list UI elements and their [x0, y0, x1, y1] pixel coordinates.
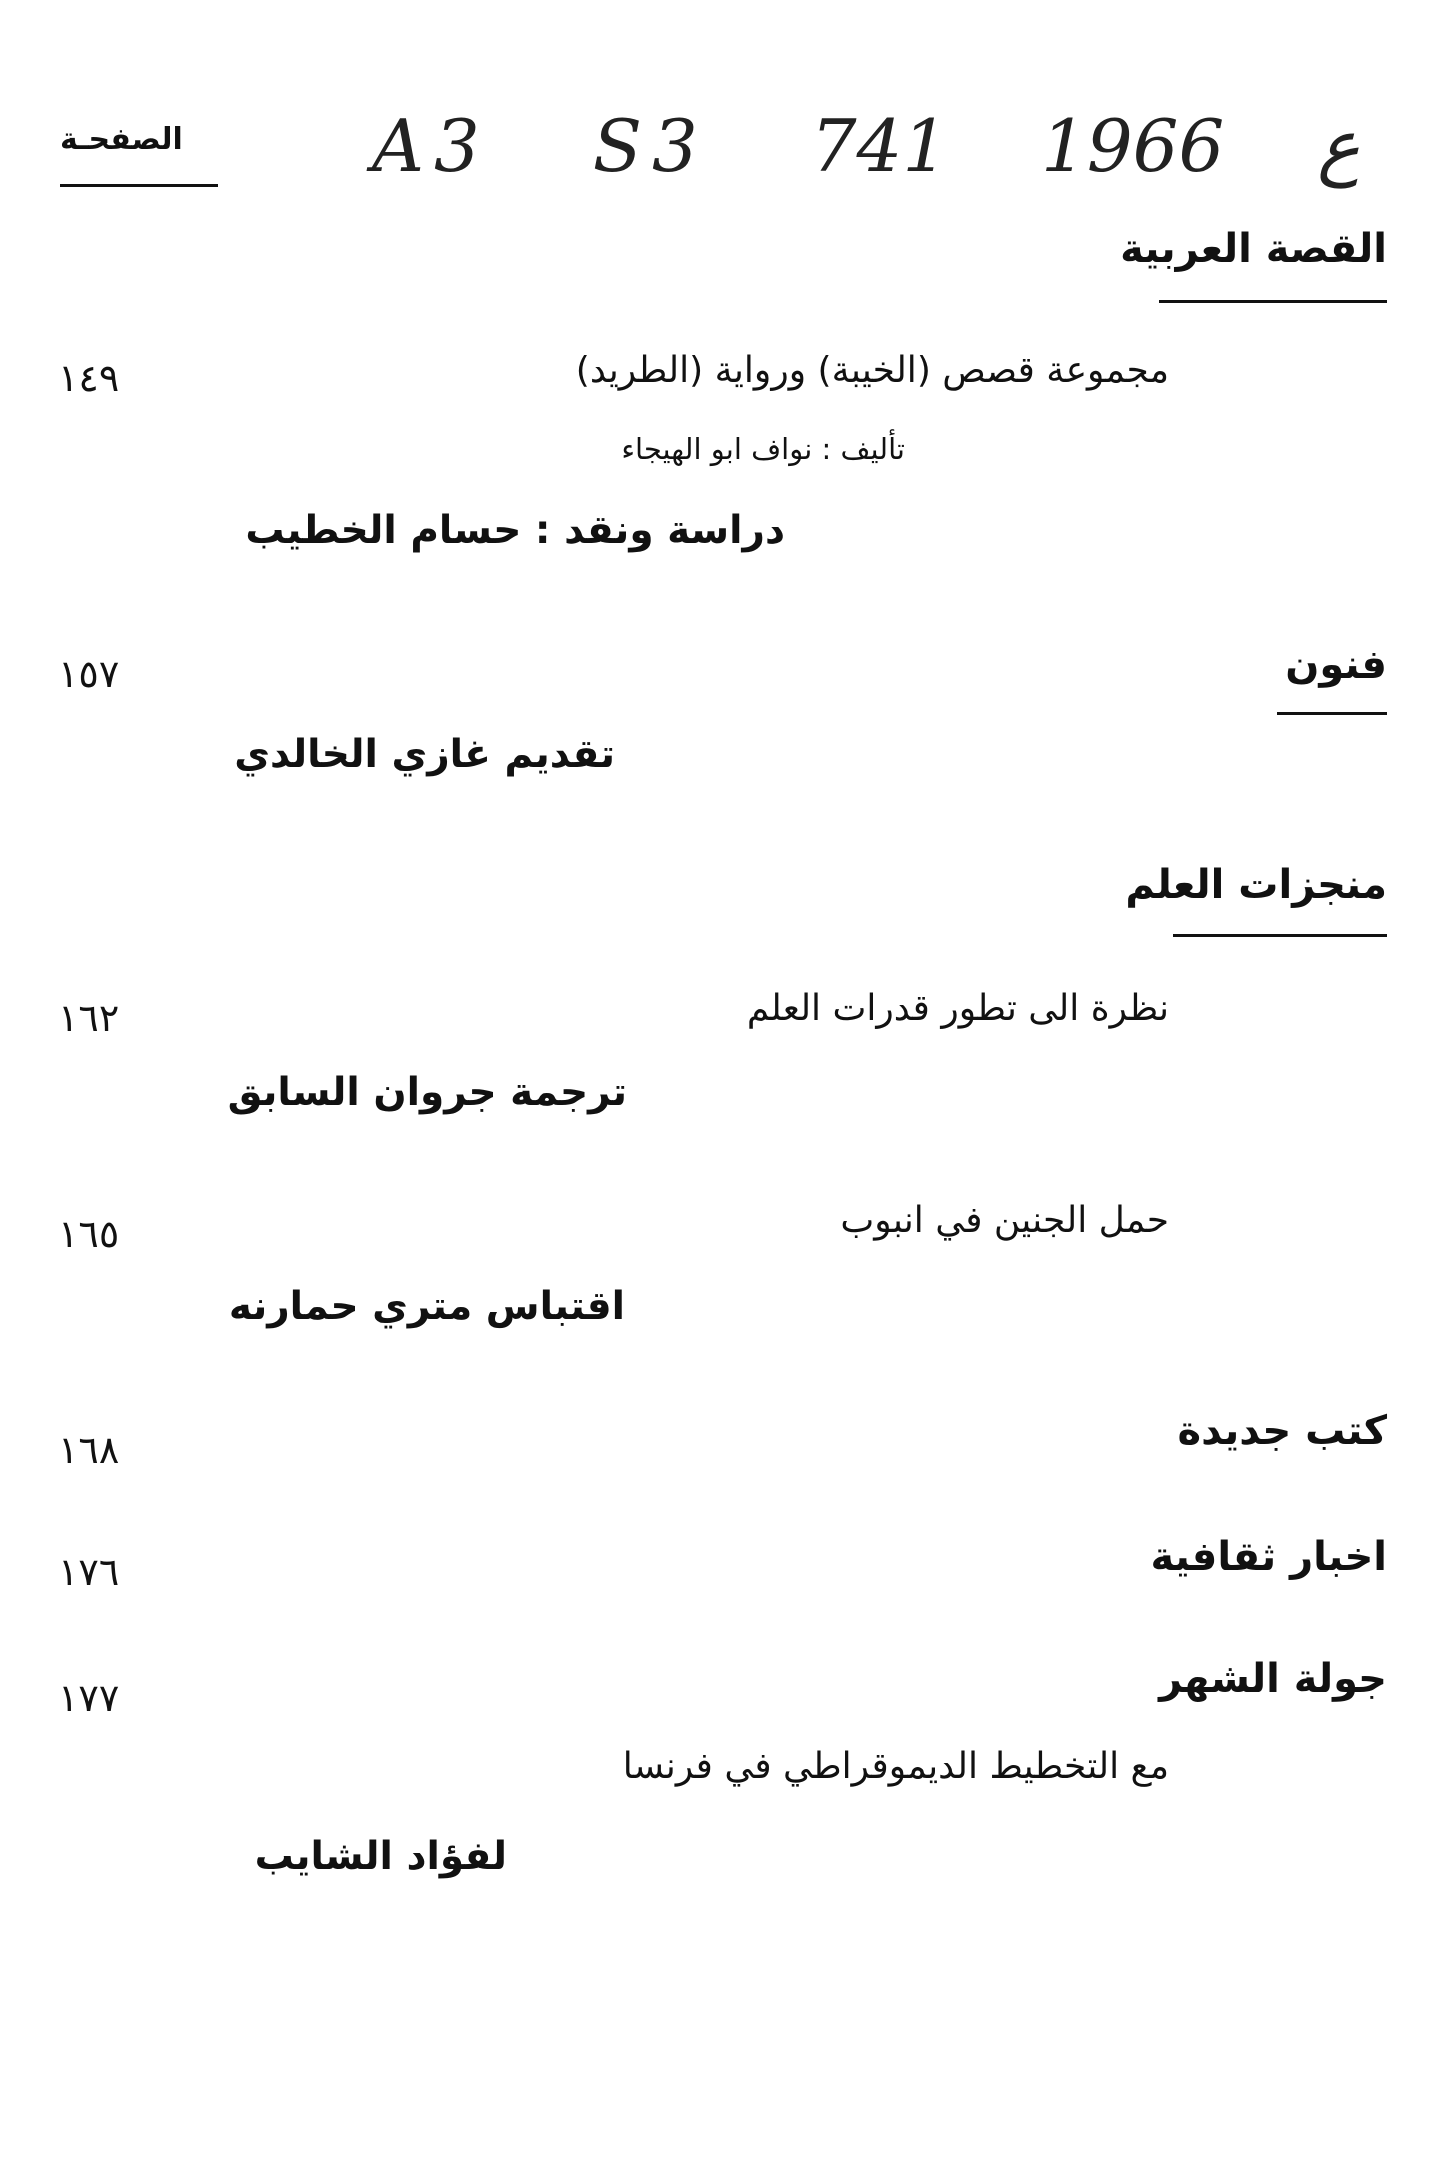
item-credit: لفؤاد الشايب — [254, 1834, 507, 1879]
page-number: ١٦٨ — [58, 1428, 120, 1472]
item-title: نظرة الى تطور قدرات العلم — [746, 988, 1169, 1029]
item-credit: ترجمة جروان السابق — [227, 1070, 627, 1115]
section-underline — [1159, 300, 1387, 303]
page-number: ١٦٢ — [58, 996, 120, 1040]
section-heading-new-books: كتب جديدة — [1177, 1408, 1387, 1454]
page-number: ١٥٧ — [58, 652, 120, 696]
item-credit: تقديم غازي الخالدي — [234, 732, 615, 777]
page-number: ١٤٩ — [58, 356, 120, 400]
section-heading-month-tour: جولة الشهر — [1159, 1656, 1387, 1702]
item-title: مجموعة قصص (الخيبة) ورواية (الطريد) — [575, 350, 1169, 391]
section-heading-science: منجزات العلم — [1125, 862, 1387, 908]
page-number: ١٧٧ — [58, 1676, 120, 1720]
page-column-label: الصفحـة — [60, 122, 183, 157]
page-number: ١٦٥ — [58, 1212, 120, 1256]
section-heading-arts: فنون — [1285, 642, 1387, 688]
section-heading-cultural-news: اخبار ثقافية — [1150, 1534, 1387, 1580]
section-heading-arabic-story: القصة العربية — [1120, 226, 1387, 272]
item-author-line: تأليف : نواف ابو الهيجاء — [621, 432, 905, 466]
item-title: مع التخطيط الديموقراطي في فرنسا — [622, 1746, 1169, 1787]
item-credit: اقتباس متري حمارنه — [228, 1284, 625, 1329]
handwritten-archive-code: A3 S3 ع 1966 741 — [372, 104, 1361, 188]
item-credit: دراسة ونقد : حسام الخطيب — [245, 508, 785, 553]
page-number: ١٧٦ — [58, 1550, 120, 1594]
page-column-underline — [60, 184, 218, 187]
item-title: حمل الجنين في انبوب — [840, 1200, 1169, 1241]
section-underline — [1277, 712, 1387, 715]
section-underline — [1173, 934, 1387, 937]
